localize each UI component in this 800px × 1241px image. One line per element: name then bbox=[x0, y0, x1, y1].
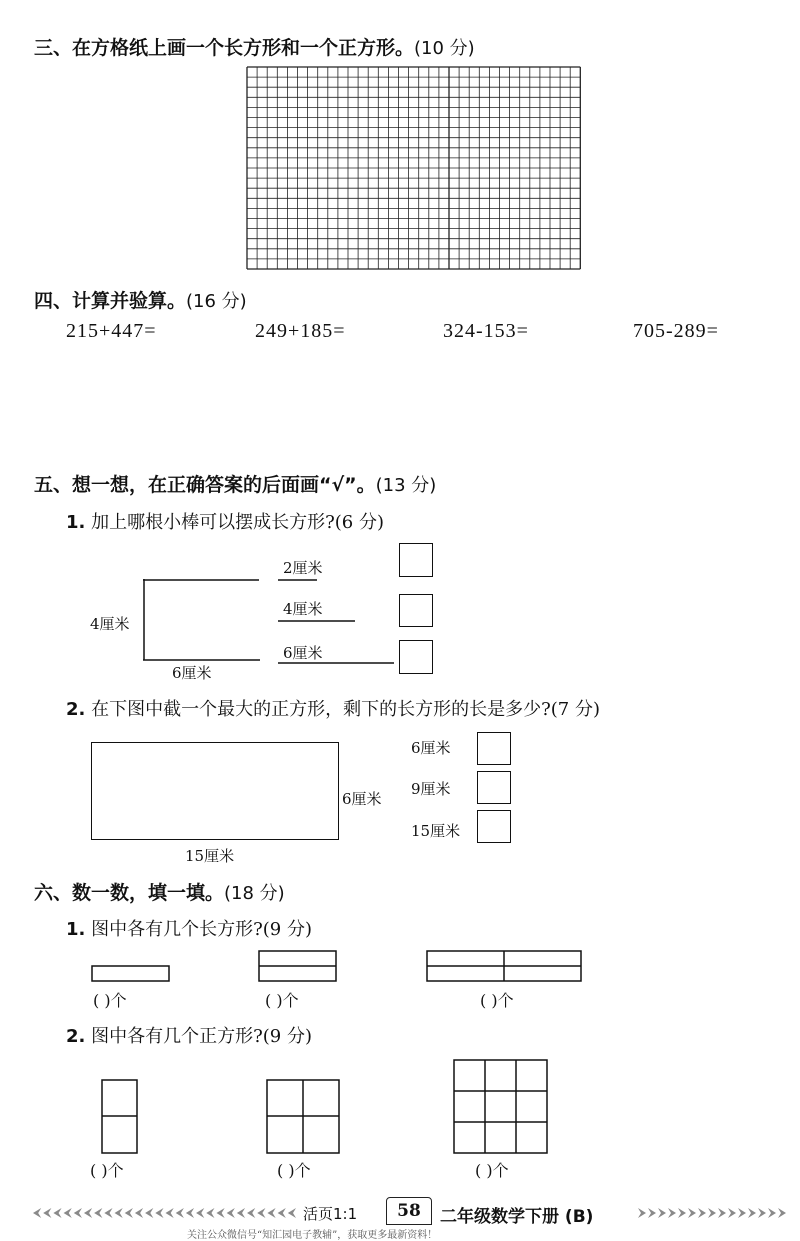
answer-blank-square-1[interactable]: ( )个 bbox=[90, 1161, 124, 1180]
arrow-decoration-mark bbox=[155, 1208, 163, 1218]
arrow-decoration-mark bbox=[115, 1208, 123, 1218]
rect-figure-2 bbox=[258, 950, 338, 983]
stick-option-line-3 bbox=[278, 662, 395, 664]
arrow-decoration-mark bbox=[698, 1208, 706, 1218]
footer-book-title: 二年级数学下册 (B) bbox=[440, 1207, 594, 1227]
answer-box-q2-opt2[interactable] bbox=[477, 771, 511, 804]
rect-width-label: 15厘米 bbox=[185, 847, 235, 865]
page-number: 58 bbox=[397, 1201, 421, 1221]
calc-problem-4: 705-289= bbox=[633, 320, 719, 342]
grid-paper bbox=[246, 66, 582, 270]
section3-heading: 三、在方格纸上画一个长方形和一个正方形。(10 分) bbox=[34, 37, 475, 59]
stick-option-label-2: 4厘米 bbox=[283, 600, 323, 618]
arrow-decoration-mark bbox=[668, 1208, 676, 1218]
arrow-decoration-mark bbox=[125, 1208, 133, 1218]
arrow-decoration-mark bbox=[638, 1208, 646, 1218]
stick-bottom-label: 6厘米 bbox=[172, 664, 212, 682]
stick-option-line-2 bbox=[278, 620, 356, 622]
section5-q2-text: 2. 在下图中截一个最大的正方形，剩下的长方形的长是多少?(7 分) bbox=[66, 699, 600, 720]
arrow-decoration-mark bbox=[728, 1208, 736, 1218]
arrow-decoration-mark bbox=[104, 1208, 112, 1218]
arrow-decoration-mark bbox=[768, 1208, 776, 1218]
arrow-decoration-mark bbox=[658, 1208, 666, 1218]
arrow-decoration-mark bbox=[758, 1208, 766, 1218]
arrow-decoration-mark bbox=[176, 1208, 184, 1218]
arrow-decoration-mark bbox=[64, 1208, 72, 1218]
arrow-decoration-mark bbox=[145, 1208, 153, 1218]
arrow-decoration-mark bbox=[186, 1208, 194, 1218]
calc-problem-2: 249+185= bbox=[255, 320, 346, 342]
arrow-decoration-mark bbox=[216, 1208, 224, 1218]
arrow-decoration-mark bbox=[257, 1208, 265, 1218]
square-figure-3 bbox=[453, 1059, 549, 1155]
arrow-decoration-mark bbox=[718, 1208, 726, 1218]
q2-option-label-1: 6厘米 bbox=[411, 739, 451, 757]
answer-blank-square-2[interactable]: ( )个 bbox=[277, 1161, 311, 1180]
section5-q1-text: 1. 加上哪根小棒可以摆成长方形?(6 分) bbox=[66, 512, 384, 533]
square-figure-2 bbox=[266, 1079, 341, 1155]
calc-problem-3: 324-153= bbox=[443, 320, 529, 342]
rect-height-label: 6厘米 bbox=[342, 790, 382, 808]
answer-box-q2-opt1[interactable] bbox=[477, 732, 511, 765]
arrow-decoration-mark bbox=[53, 1208, 61, 1218]
arrow-decoration-mark bbox=[74, 1208, 82, 1218]
arrow-decoration-mark bbox=[247, 1208, 255, 1218]
stick-side-label: 4厘米 bbox=[90, 615, 130, 633]
rect-figure-1 bbox=[91, 965, 171, 983]
rect-figure-3 bbox=[426, 950, 583, 983]
arrow-decoration-mark bbox=[648, 1208, 656, 1218]
arrow-decoration-mark bbox=[778, 1208, 786, 1218]
arrow-decoration-mark bbox=[278, 1208, 286, 1218]
big-rectangle bbox=[91, 742, 339, 840]
arrow-decoration-mark bbox=[267, 1208, 275, 1218]
section6-heading: 六、数一数，填一填。(18 分) bbox=[34, 882, 285, 904]
answer-blank-square-3[interactable]: ( )个 bbox=[475, 1161, 509, 1180]
answer-box-q1-opt2[interactable] bbox=[399, 594, 433, 627]
arrow-decoration-mark bbox=[43, 1208, 51, 1218]
arrow-decoration-mark bbox=[196, 1208, 204, 1218]
section4-heading: 四、计算并验算。(16 分) bbox=[34, 290, 247, 312]
footer-left-text: 活页1:1 bbox=[303, 1205, 358, 1223]
arrow-decoration-mark bbox=[135, 1208, 143, 1218]
answer-blank-rect-2[interactable]: ( )个 bbox=[265, 991, 299, 1010]
stick-figure bbox=[143, 579, 261, 661]
q2-option-label-3: 15厘米 bbox=[411, 822, 461, 840]
q2-option-label-2: 9厘米 bbox=[411, 780, 451, 798]
stick-option-label-3: 6厘米 bbox=[283, 644, 323, 662]
arrow-decoration-mark bbox=[33, 1208, 41, 1218]
answer-box-q1-opt1[interactable] bbox=[399, 543, 433, 577]
section5-heading: 五、想一想，在正确答案的后面画“√”。(13 分) bbox=[34, 474, 437, 496]
stick-option-label-1: 2厘米 bbox=[283, 559, 323, 577]
footer-arrow-decoration-right bbox=[637, 1207, 787, 1219]
arrow-decoration-mark bbox=[84, 1208, 92, 1218]
footer-arrow-decoration-left bbox=[32, 1207, 297, 1219]
arrow-decoration-mark bbox=[237, 1208, 245, 1218]
answer-box-q1-opt3[interactable] bbox=[399, 640, 433, 674]
answer-blank-rect-1[interactable]: ( )个 bbox=[93, 991, 127, 1010]
answer-box-q2-opt3[interactable] bbox=[477, 810, 511, 843]
arrow-decoration-mark bbox=[166, 1208, 174, 1218]
answer-blank-rect-3[interactable]: ( )个 bbox=[480, 991, 514, 1010]
calc-problem-1: 215+447= bbox=[66, 320, 157, 342]
arrow-decoration-mark bbox=[288, 1208, 296, 1218]
footer-note: 关注公众微信号“知汇园电子教辅”，获取更多最新资料！ bbox=[187, 1230, 438, 1241]
section6-q1-text: 1. 图中各有几个长方形?(9 分) bbox=[66, 919, 312, 940]
stick-option-line-1 bbox=[278, 579, 318, 581]
arrow-decoration-mark bbox=[748, 1208, 756, 1218]
arrow-decoration-mark bbox=[94, 1208, 102, 1218]
arrow-decoration-mark bbox=[738, 1208, 746, 1218]
arrow-decoration-mark bbox=[688, 1208, 696, 1218]
arrow-decoration-mark bbox=[227, 1208, 235, 1218]
arrow-decoration-mark bbox=[206, 1208, 214, 1218]
arrow-decoration-mark bbox=[708, 1208, 716, 1218]
arrow-decoration-mark bbox=[678, 1208, 686, 1218]
page-number-badge bbox=[386, 1197, 432, 1225]
square-figure-1 bbox=[101, 1079, 139, 1155]
section6-q2-text: 2. 图中各有几个正方形?(9 分) bbox=[66, 1026, 312, 1047]
